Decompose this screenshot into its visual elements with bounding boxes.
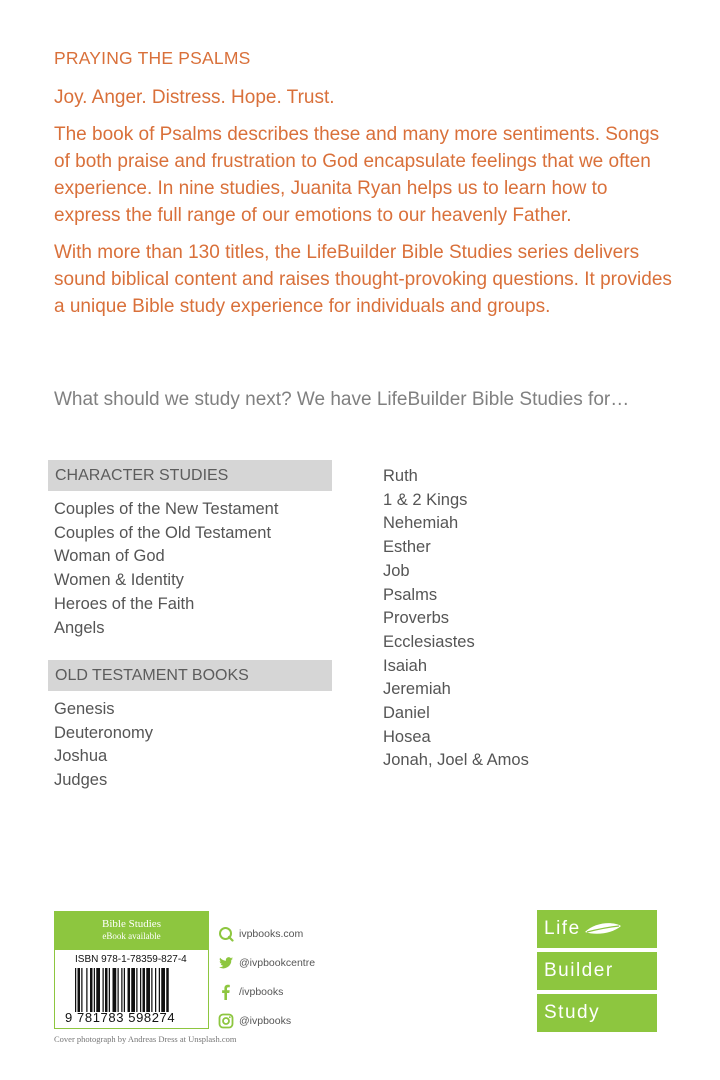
barcode-bar (161, 968, 165, 1012)
list-item: Hosea (383, 727, 431, 746)
list-item: Woman of God (54, 547, 165, 566)
old-testament-list-continued (383, 465, 529, 773)
ebook-badge (55, 912, 208, 950)
barcode-bar (94, 968, 95, 1012)
character-studies-list (54, 498, 278, 640)
list-item: Esther (383, 538, 431, 557)
list-item: Daniel (383, 704, 430, 723)
barcode-bar (128, 968, 131, 1012)
barcode-bar (118, 968, 119, 1012)
q-search-icon (218, 926, 234, 942)
list-item: Couples of the New Testament (54, 500, 279, 518)
list-item: Ruth (383, 467, 418, 485)
section-header-old-testament: OLD TESTAMENT BOOKS (48, 660, 332, 691)
social-label: @ivpbookcentre (239, 956, 316, 969)
barcode-bar (105, 968, 108, 1012)
tagline: Joy. Anger. Distress. Hope. Trust. (54, 87, 335, 108)
barcode-bar (121, 968, 122, 1012)
badge-title: Bible Studies (102, 918, 161, 930)
list-item: Women & Identity (54, 571, 184, 590)
social-link-instagram[interactable] (218, 1006, 315, 1035)
barcode-bar (81, 968, 82, 1012)
facebook-icon (218, 984, 234, 1000)
list-item: Isaiah (383, 656, 428, 675)
list-item: Proverbs (383, 609, 450, 628)
list-item: Heroes of the Faith (54, 594, 195, 613)
photo-credit: Cover photograph by Andreas Dress at Unsplash.com (54, 1034, 237, 1044)
barcode-bar (136, 968, 137, 1012)
social-label: ivpbooks.com (239, 927, 304, 940)
list-item: Job (383, 561, 410, 580)
logo-word: Life (544, 918, 581, 939)
social-link-website[interactable] (218, 919, 315, 948)
barcode-bar (103, 968, 104, 1012)
list-item: Nehemiah (383, 514, 459, 533)
barcode-bar (159, 968, 160, 1012)
list-item: Genesis (54, 700, 115, 718)
barcode-bar (124, 968, 125, 1012)
list-item: Joshua (54, 747, 108, 766)
barcode-bar (151, 968, 152, 1012)
barcode-bar (113, 968, 117, 1012)
social-link-facebook[interactable] (218, 977, 315, 1006)
list-item: Angels (54, 618, 105, 637)
barcode-bar (166, 968, 169, 1012)
instagram-icon (218, 1013, 234, 1029)
social-label: @ivpbooks (239, 1014, 292, 1027)
barcode-bar (109, 968, 110, 1012)
barcode-image (75, 968, 203, 1012)
barcode-bar (90, 968, 93, 1012)
barcode-bar (140, 968, 141, 1012)
list-item: Deuteronomy (54, 723, 154, 742)
logo-word: Builder (544, 960, 614, 981)
barcode-bar (86, 968, 87, 1012)
list-item: Psalms (383, 585, 438, 604)
barcode-bar (78, 968, 81, 1012)
logo-row-study (537, 994, 657, 1032)
twitter-icon (218, 955, 234, 971)
book-title: PRAYING THE PSALMS (54, 48, 251, 68)
list-item: Jeremiah (383, 680, 451, 699)
logo-row-life (537, 910, 657, 948)
logo-row-builder (537, 952, 657, 990)
barcode-bar (143, 968, 146, 1012)
list-item: Judges (54, 771, 108, 790)
social-label: /ivpbooks (239, 985, 284, 998)
list-item: Ecclesiastes (383, 632, 475, 651)
badge-subtitle: eBook available (102, 931, 161, 941)
logo-word: Study (544, 1002, 601, 1023)
book-description: The book of Psalms describes these and many more sentiments. Songs of both praise and frustration to God encapsulate feelings that we often experience. In nine studies, Juanita Ryan helps us to learn how to express the full range of our emotions to our heavenly Father. (54, 124, 660, 226)
barcode-bar (96, 968, 100, 1012)
study-next-question: What should we study next? We have LifeBuilder Bible Studies for… (54, 389, 630, 410)
barcode-bar (131, 968, 135, 1012)
barcode-bar (75, 968, 76, 1012)
section-header-character-studies: CHARACTER STUDIES (48, 460, 332, 491)
barcode-panel (54, 911, 209, 1029)
series-description: With more than 130 titles, the LifeBuilder Bible Studies series delivers sound biblical content and raises thought-provoking questions. It provides a unique Bible study experience for individuals and groups. (54, 242, 672, 317)
list-item: Jonah, Joel & Amos (383, 751, 529, 770)
intro-block (54, 84, 674, 330)
social-link-twitter[interactable] (218, 948, 315, 977)
social-links (218, 919, 315, 1035)
list-item: Couples of the Old Testament (54, 523, 272, 542)
barcode-digits: 9 781783 598274 (65, 1010, 176, 1025)
barcode-bar (155, 968, 156, 1012)
isbn-text: ISBN 978-1-78359-827-4 (75, 954, 187, 965)
barcode-bar (146, 968, 150, 1012)
leaf-icon (583, 920, 623, 938)
list-item: 1 & 2 Kings (383, 490, 468, 509)
old-testament-list (54, 698, 153, 793)
lifebuilder-logo (537, 910, 657, 1036)
